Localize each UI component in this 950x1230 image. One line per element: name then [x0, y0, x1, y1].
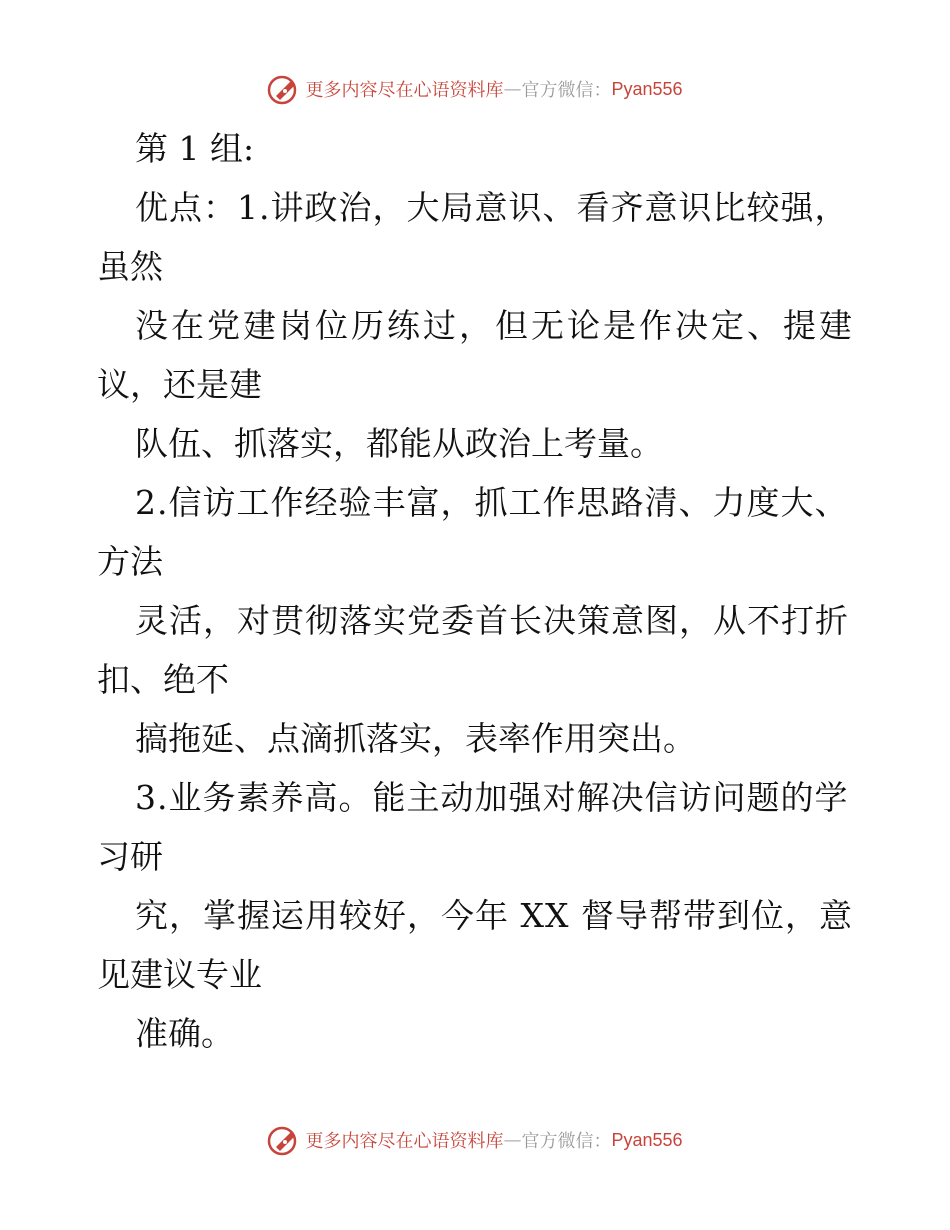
text-line: 队伍、抓落实，都能从政治上考量。 [135, 424, 663, 463]
text-line: 3.业务素养高。能主动加强对解决信访问题的学 [135, 778, 849, 817]
wechat-label: 官方微信： [521, 80, 612, 101]
text-line: 搞拖延、点滴抓落实，表率作用突出。 [135, 719, 696, 758]
header-banner [0, 72, 950, 106]
pen-nib-logo-icon [267, 72, 301, 106]
footer-banner [0, 1123, 950, 1157]
text-line: 虽然 [97, 247, 163, 286]
text-line: 扣、绝不 [97, 660, 229, 699]
separator-dash: — [503, 78, 522, 100]
text-line: 议，还是建 [97, 365, 262, 404]
text-line: 见建议专业 [97, 955, 262, 994]
document-body [97, 119, 887, 1063]
separator-dash: — [503, 1129, 522, 1151]
text-line: 2.信访工作经验丰富，抓工作思路清、力度大、 [135, 483, 849, 522]
wechat-label: 官方微信： [521, 1131, 612, 1152]
wechat-id: Pyan556 [611, 78, 683, 99]
wechat-id: Pyan556 [611, 1129, 683, 1150]
promo-text: 更多内容尽在心语资料库 [305, 1131, 504, 1152]
pen-nib-logo-icon [267, 1123, 301, 1157]
text-line: 灵活，对贯彻落实党委首长决策意图，从不打折 [135, 601, 849, 640]
text-line: 准确。 [135, 1014, 234, 1053]
promo-text: 更多内容尽在心语资料库 [305, 80, 504, 101]
text-line: 习研 [97, 837, 163, 876]
text-line: 方法 [97, 542, 163, 581]
text-line: 究，掌握运用较好，今年 XX 督导帮带到位，意 [135, 896, 853, 935]
text-line: 优点：1.讲政治，大局意识、看齐意识比较强， [135, 188, 849, 227]
text-line: 没在党建岗位历练过，但无论是作决定、提建 [135, 306, 855, 345]
group-heading: 第 1 组: [135, 129, 255, 168]
